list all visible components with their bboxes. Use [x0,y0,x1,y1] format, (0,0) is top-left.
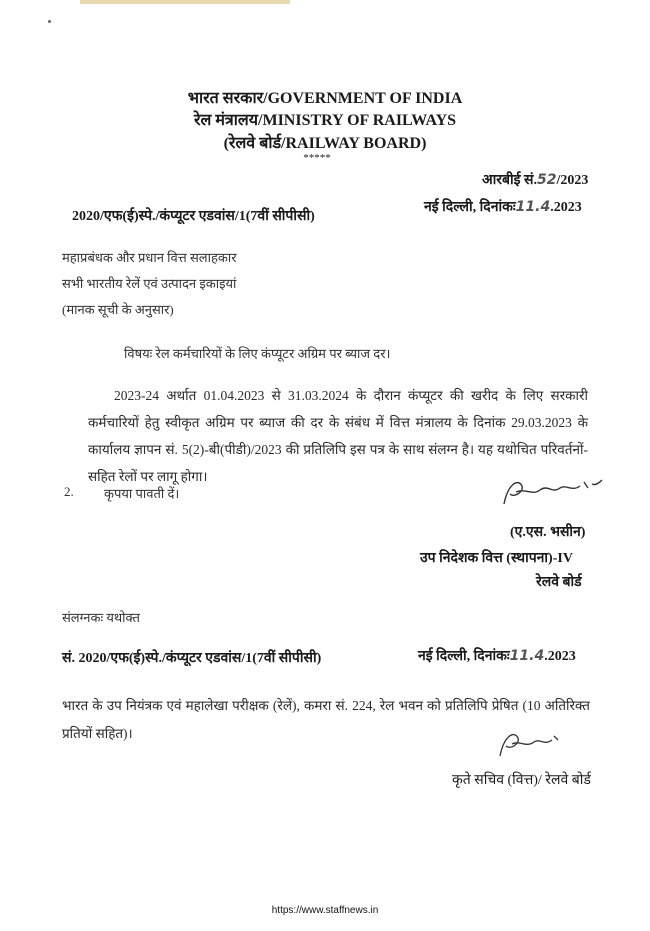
date-suffix: .2023 [550,200,582,215]
header-government: भारत सरकार/GOVERNMENT OF INDIA [187,90,463,107]
addressee-line-3: (मानक सूची के अनुसार) [62,302,174,317]
date-prefix: नई दिल्ली, दिनांकः [424,200,516,215]
subject: विषयः रेल कर्मचारियों के लिए कंप्यूटर अग्रिम पर ब्याज दर। [124,346,391,361]
rbe-suffix: /2023 [556,173,589,188]
item-2-text: कृपया पावती दें। [104,486,180,501]
scan-dot [48,20,51,23]
copy-date [418,646,576,665]
footer-url[interactable]: https://www.staffnews.in [271,905,379,916]
signature-2 [494,728,564,762]
file-number: 2020/एफ(ई)स्पे./कंप्यूटर एडवांस/1(7वीं सीपीसी) [72,209,315,224]
item-2-number: 2. [64,484,74,499]
rbe-number-line [482,170,588,189]
rbe-prefix: आरबीई सं. [482,173,537,188]
copy-date-suffix: .2023 [544,649,576,664]
addressee-line-1: महाप्रबंधक और प्रधान वित्त सलाहकार [62,250,237,265]
header-stars: ***** [303,152,331,164]
body-paragraph-1: 2023-24 अर्थात 01.04.2023 से 31.03.2024 के दौरान कंप्यूटर की खरीद के लिए सरकारी कर्मचारियों हेतु स्वीकृत अग्रिम पर ब्याज की दर के संबंध में वित्त मंत्रालय के दिनांक 29.03.2023 के कार्यालय ज्ञापन सं. 5(2)-बी(पीडी)/2023 की प्रतिलिपि इस पत्र के साथ संलग्न है। यह यथोचित परिवर्तनों-सहित रेलों पर लागू होगा। [88,388,588,484]
scan-tape-mark [80,0,290,4]
header-board: (रेलवे बोर्ड/RAILWAY BOARD) [223,135,427,152]
rbe-number-handwritten: 52 [537,172,557,188]
signatory-office: रेलवे बोर्ड [536,575,582,590]
enclosure: संलग्नकः यथोक्त [62,610,140,625]
copy-date-handwritten: 11.4 [509,648,545,664]
signatory-designation: उप निदेशक वित्त (स्थापना)-IV [420,551,573,566]
copy-date-prefix: नई दिल्ली, दिनांकः [418,649,510,664]
letter-date [424,197,582,216]
addressee-line-2: सभी भारतीय रेलें एवं उत्पादन इकाइयां [62,276,237,291]
date-handwritten: 11.4 [515,199,551,215]
header-ministry: रेल मंत्रालय/MINISTRY OF RAILWAYS [193,112,457,129]
copy-signatory: कृते सचिव (वित्त)/ रेलवे बोर्ड [452,773,591,788]
copy-file-number: सं. 2020/एफ(ई)स्पे./कंप्यूटर एडवांस/1(7वीं सीपीसी) [62,651,322,666]
signature-1 [496,474,606,512]
signatory-name: (ए.एस. भसीन) [510,525,586,540]
copy-text: भारत के उप नियंत्रक एवं महालेखा परीक्षक (रेलें), कमरा सं. 224, रेल भवन को प्रतिलिपि प्रेषित (10 अतिरिक्त प्रतियों सहित)। [62,698,590,741]
scan-artifact [0,0,650,14]
